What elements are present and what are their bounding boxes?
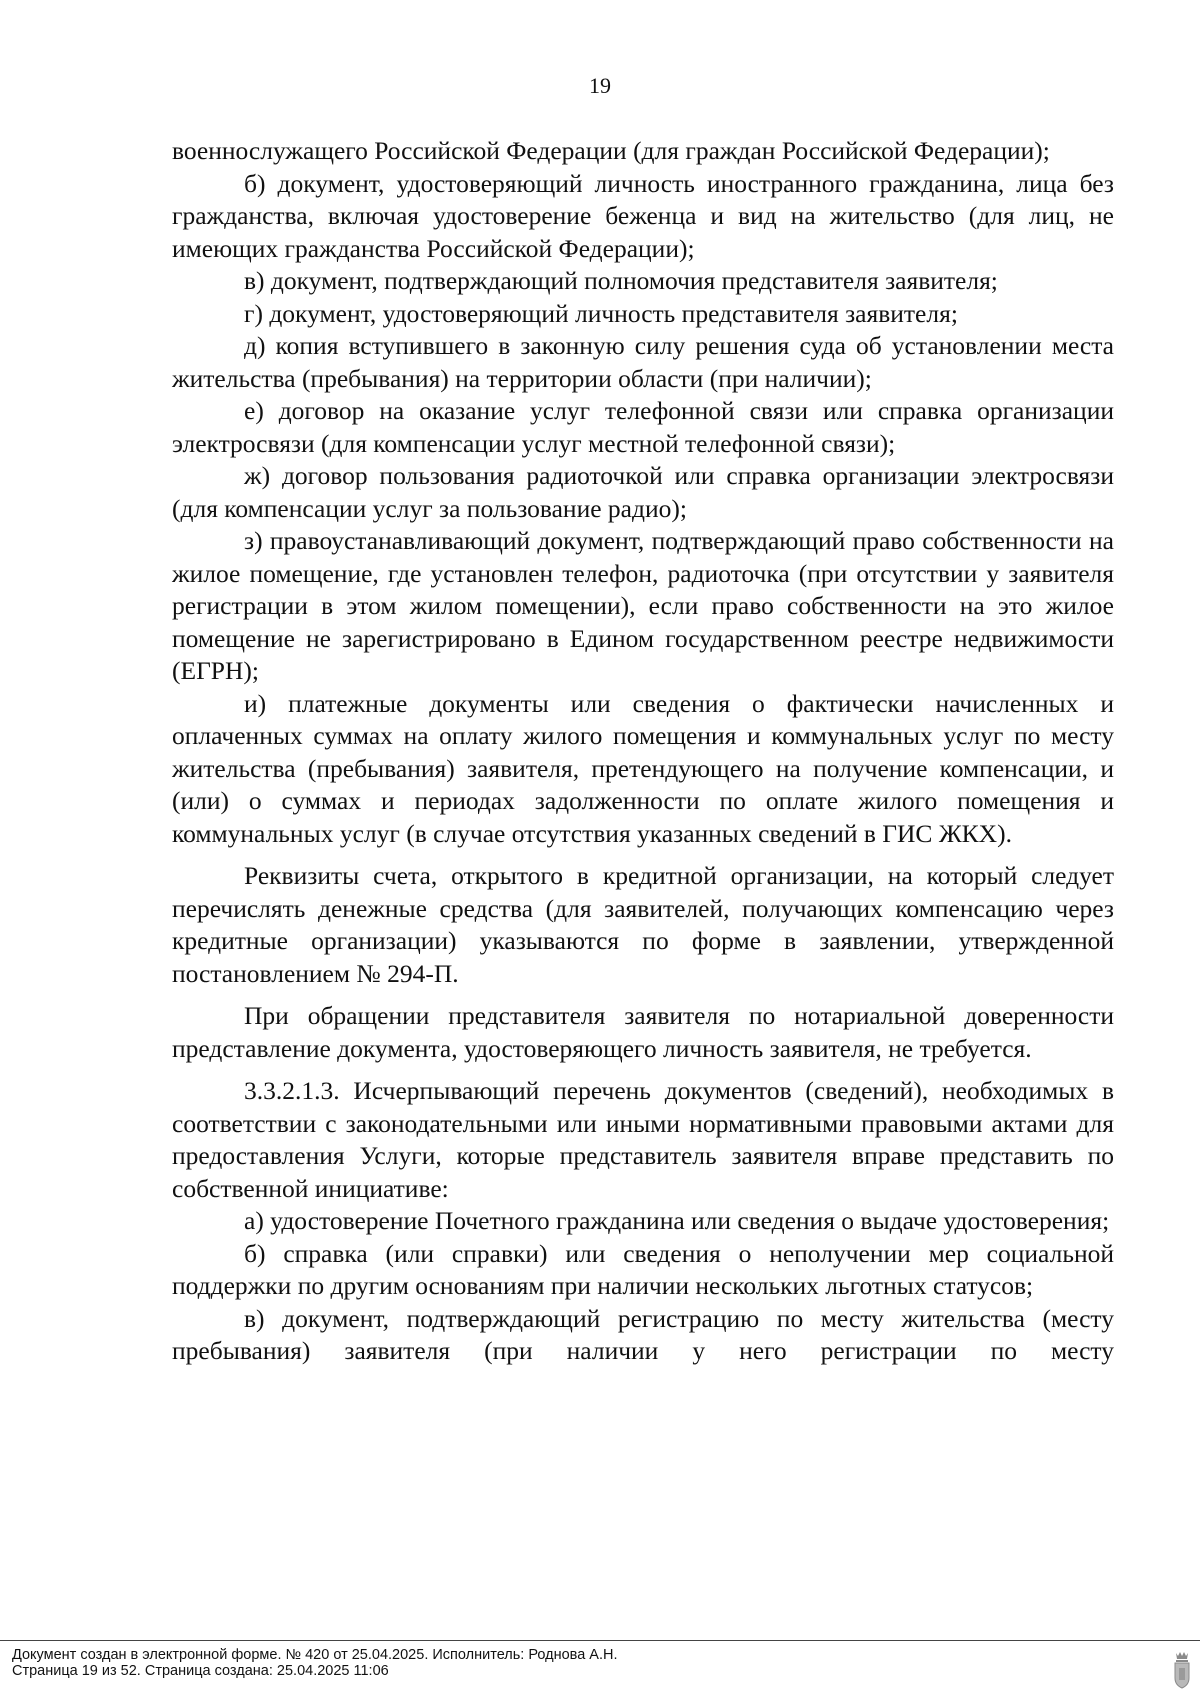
footer-line-page-info: Страница 19 из 52. Страница создана: 25.04.2025 11:06 xyxy=(12,1663,389,1679)
list-item-e: е) договор на оказание услуг телефонной связи или справка организации электросвязи (для компенсации услуг местной телефонной связи); xyxy=(172,396,1114,458)
optional-item-b: б) справка (или справки) или сведения о неполучении мер социальной поддержки по другим основаниям при наличии нескольких льготных статусов; xyxy=(172,1238,1114,1300)
list-item-d: д) копия вступившего в законную силу решения суда об установлении места жительства (пребывания) на территории области (при наличии); xyxy=(172,331,1114,393)
list-item-v: в) документ, подтверждающий полномочия представителя заявителя; xyxy=(244,266,998,295)
paragraph: военнослужащего Российской Федерации (для граждан Российской Федерации); xyxy=(172,136,1050,165)
section-3-3-2-1-3: 3.3.2.1.3. Исчерпывающий перечень документов (сведений), необходимых в соответствии с законодательными или иными нормативными правовыми актами для предоставления Услуги, которые представитель заявителя вправе представить по собственной инициативе: xyxy=(172,1076,1114,1203)
footer-divider xyxy=(0,1640,1200,1641)
representative-paragraph: При обращении представителя заявителя по нотариальной доверенности представление документа, удостоверяющего личность заявителя, не требуется. xyxy=(172,1001,1114,1063)
list-item-z: з) правоустанавливающий документ, подтверждающий право собственности на жилое помещение, где установлен телефон, радиоточка (при отсутствии у заявителя регистрации в этом жилом помещении), если право собственности на это жилое помещение не зарегистрировано в Едином государственном реестре недвижимости (ЕГРН); xyxy=(172,526,1114,685)
coat-of-arms-icon xyxy=(1172,1650,1192,1690)
optional-item-a: а) удостоверение Почетного гражданина или сведения о выдаче удостоверения; xyxy=(244,1206,1110,1235)
account-details-paragraph: Реквизиты счета, открытого в кредитной организации, на который следует перечислять денежные средства (для заявителей, получающих компенсацию через кредитные организации) указываются по форме в заявлении, утвержденной постановлением № 294-П. xyxy=(172,861,1114,988)
optional-item-v: в) документ, подтверждающий регистрацию по месту жительства (месту пребывания) заявителя (при наличии у него регистрации по месту xyxy=(172,1303,1114,1365)
document-footer xyxy=(12,1647,618,1679)
list-item-zh: ж) договор пользования радиоточкой или справка организации электросвязи (для компенсации услуг за пользование радио); xyxy=(172,461,1114,523)
list-item-g: г) документ, удостоверяющий личность представителя заявителя; xyxy=(244,298,958,328)
footer-line-document-info: Документ создан в электронной форме. № 420 от 25.04.2025. Исполнитель: Роднова А.Н. xyxy=(12,1647,618,1663)
list-item-b: б) документ, удостоверяющий личность иностранного гражданина, лица без гражданства, включая удостоверение беженца и вид на жительство (для лиц, не имеющих гражданства Российской Федерации); xyxy=(172,168,1114,263)
list-item-i: и) платежные документы или сведения о фактически начисленных и оплаченных суммах на оплату жилого помещения и коммунальных услуг по месту жительства (пребывания) заявителя, претендующего на получение компенсации, и (или) о суммах и периодах задолженности по оплате жилого помещения и коммунальных услуг (в случае отсутствия указанных сведений в ГИС ЖКХ). xyxy=(172,688,1114,848)
document-body xyxy=(172,135,1114,1368)
page-number: 19 xyxy=(589,73,611,98)
